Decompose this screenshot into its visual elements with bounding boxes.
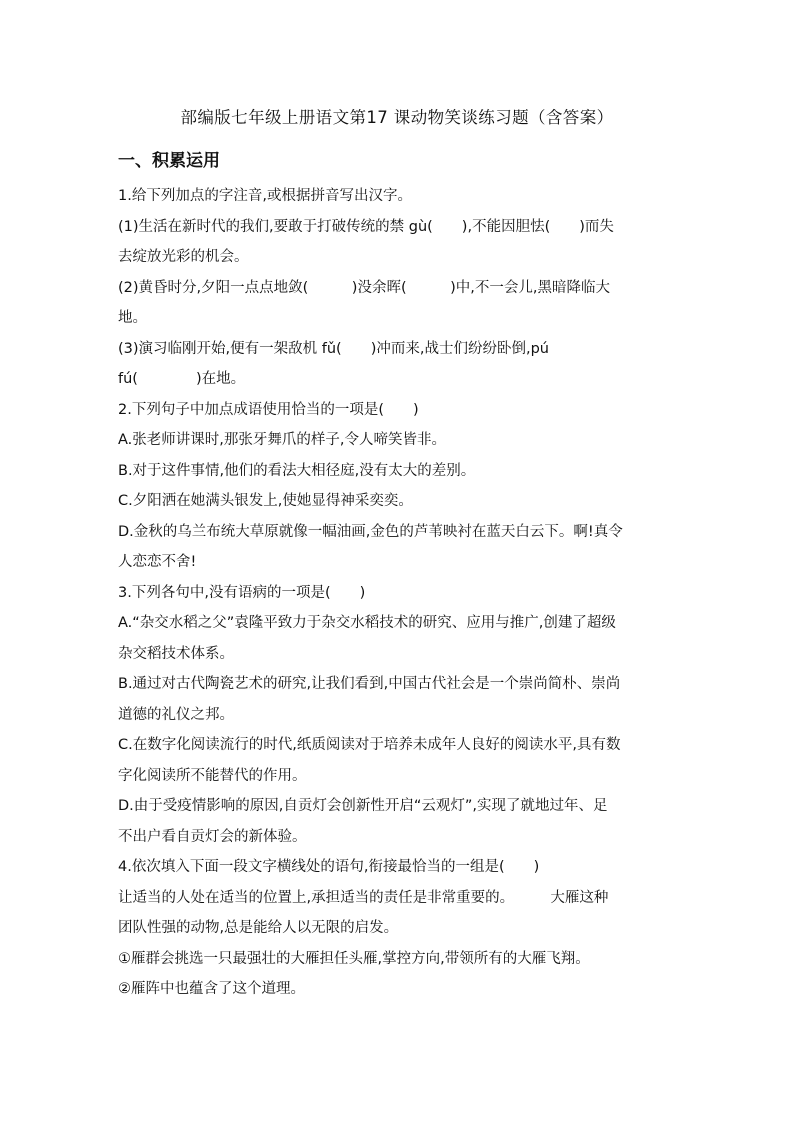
text-line: 人恋恋不舍! xyxy=(118,554,197,570)
text-line: A.“杂交水稻之父”袁隆平致力于杂交水稻技术的研究、应用与推广,创建了超级 xyxy=(118,615,616,631)
text-line: 3.下列各句中,没有语病的一项是( ) xyxy=(118,584,366,601)
text-line: 2.下列句子中加点成语使用恰当的一项是( ) xyxy=(118,401,419,418)
text-line: ①雁群会挑选一只最强壮的大雁担任头雁,掌控方向,带领所有的大雁飞翔。 xyxy=(118,950,590,967)
text-line: (1)生活在新时代的我们,要敢于打破传统的禁 gù( ),不能因胆怯( )而失 xyxy=(118,218,614,235)
text-line: fú( )在地。 xyxy=(118,371,246,387)
text-line: C.夕阳洒在她满头银发上,使她显得神采奕奕。 xyxy=(118,493,413,509)
text-line: 字化阅读所不能替代的作用。 xyxy=(118,767,307,784)
text-line: D.由于受疫情影响的原因,自贡灯会创新性开启“云观灯”,实现了就地过年、足 xyxy=(118,798,608,814)
text-line: 4.依次填入下面一段文字横线处的语句,衔接最恰当的一组是( ) xyxy=(118,859,540,875)
text-line: ②雁阵中也蕴含了这个道理。 xyxy=(118,981,305,997)
text-line: A.张老师讲课时,那张牙舞爪的样子,令人啼笑皆非。 xyxy=(118,432,446,448)
document-title: 部编版七年级上册语文第17 课动物笑谈练习题（含答案） xyxy=(180,108,614,127)
text-line: 道德的礼仪之邦。 xyxy=(118,706,234,723)
text-line: 杂交稻技术体系。 xyxy=(118,645,234,662)
text-line: (3)演习临刚开始,便有一架敌机 fǔ( )冲而来,战士们纷纷卧倒,pú xyxy=(118,340,549,357)
document-body xyxy=(118,181,678,1005)
text-line: 地。 xyxy=(118,310,147,326)
text-line: B.对于这件事情,他们的看法大相径庭,没有太大的差别。 xyxy=(118,462,476,479)
text-line: D.金秋的乌兰布统大草原就像一幅油画,金色的芦苇映衬在蓝天白云下。啊!真令 xyxy=(118,523,623,540)
text-line: 不出户看自贡灯会的新体验。 xyxy=(118,828,307,845)
section-heading: 一、积累运用 xyxy=(118,151,220,171)
text-line: (2)黄昏时分,夕阳一点点地敛( )没余晖( )中,不一会儿,黑暗降临大 xyxy=(118,279,610,296)
text-line: 1.给下列加点的字注音,或根据拼音写出汉字。 xyxy=(118,188,412,204)
text-line: 去绽放光彩的机会。 xyxy=(118,249,249,265)
text-line: C.在数字化阅读流行的时代,纸质阅读对于培养未成年人良好的阅读水平,具有数 xyxy=(118,737,621,753)
text-line: B.通过对古代陶瓷艺术的研究,让我们看到,中国古代社会是一个崇尚简朴、崇尚 xyxy=(118,676,621,692)
text-line: 团队性强的动物,总是能给人以无限的启发。 xyxy=(118,920,399,936)
text-line: 让适当的人处在适当的位置上,承担适当的责任是非常重要的。 大雁这种 xyxy=(118,889,609,906)
